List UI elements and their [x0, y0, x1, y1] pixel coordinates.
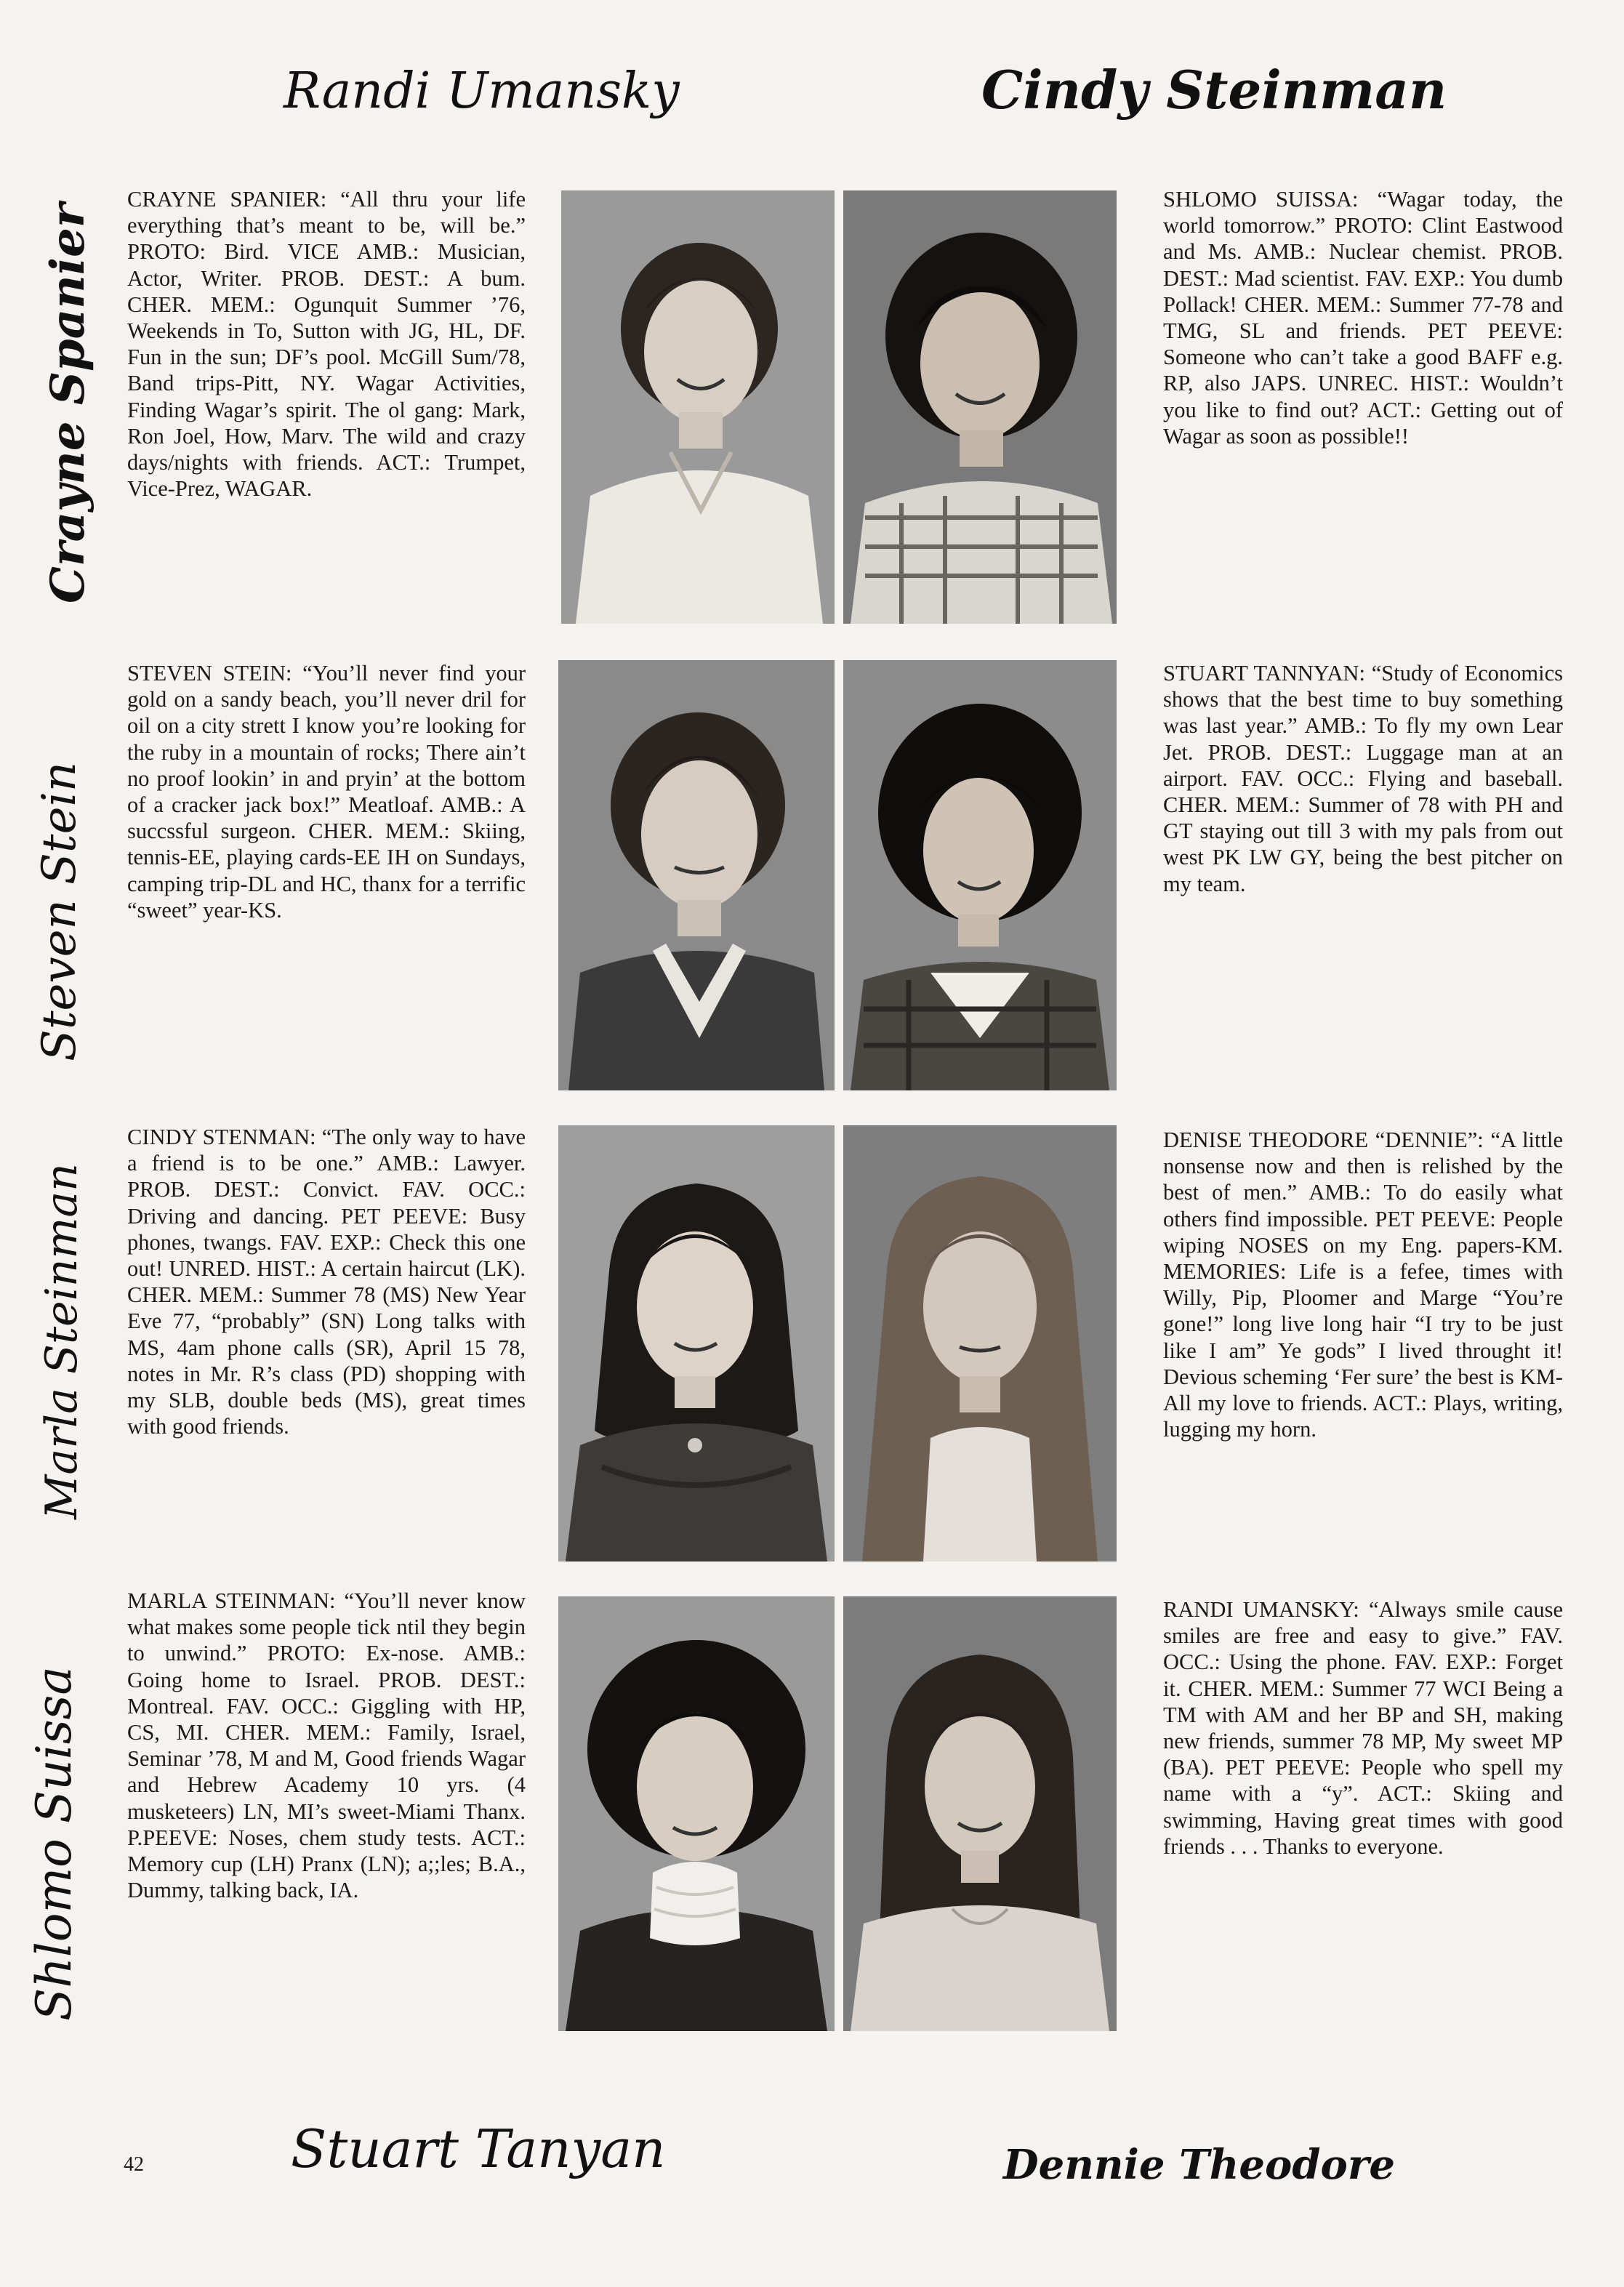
- bio-denise-theodore: DENISE THEODORE “DENNIE”: “A little nonsense now and then is relished by the best of men.” AMB.: To do easily what others find impossible. PET PEEVE: People wiping NOSES on my Eng. papers-KM. MEMORIES: Life is a fefee, times with Willy, Pip, Ploomer and Marge “You’re gone!” long live long hair “I try to be just like I am” Ye gods” I lived throught it! Devious scheming ‘Fer sure’ the best is KM-All my love to friends. ACT.: Plays, writing, lugging my horn.: [1163, 1128, 1563, 1442]
- portrait-photo-steven-stein: [558, 660, 835, 1090]
- signature-dennie-theodore: Dennie Theodore: [1003, 2141, 1396, 2189]
- portrait-photo-randi-umansky: [843, 1596, 1117, 2031]
- portrait-illustration: [558, 1596, 835, 2031]
- portrait-illustration: [843, 1596, 1117, 2031]
- signature-stuart-tanyan: Stuart Tanyan: [291, 2118, 666, 2179]
- portrait-photo-cindy-stenman: [558, 1125, 835, 1561]
- portrait-illustration: [558, 1125, 835, 1561]
- bio-marla-steinman: MARLA STEINMAN: “You’ll never know what makes some people tick ntil they begin to unwind.” PROTO: Ex-nose. AMB.: Going home to Israel. PROB. DEST.: Montreal. FAV. OCC.: Giggling with HP, CS, MI. CHER. MEM.: Family, Israel, Seminar ’78, M and M, Good friends Wagar and Hebrew Academy 10 yrs. (4 musketeers) LN, MI’s sweet-Miami Thanx. P.PEEVE: Noses, chem study tests. ACT.: Memory cup (LH) Pranx (LN); a;;les; B.A., Dummy, talking back, IA.: [127, 1588, 526, 1903]
- signature-cindy-steinman: Cindy Steinman: [981, 59, 1447, 121]
- portrait-photo-marla-steinman: [558, 1596, 835, 2031]
- signature-randi-umansky: Randi Umansky: [284, 63, 680, 120]
- portrait-illustration: [561, 190, 835, 624]
- signature-steven-stein: Steven Stein: [33, 761, 87, 1061]
- portrait-photo-stuart-tannyan: [843, 660, 1117, 1090]
- bio-shlomo-suissa: SHLOMO SUISSA: “Wagar today, the world tomorrow.” PROTO: Clint Eastwood and Ms. AMB.: Nuclear chemist. PROB. DEST.: Mad scientist. FAV. EXP.: You dumb Pollack! CHER. MEM.: Summer 77-78 and TMG, SL and friends. PET PEEVE: Someone who can’t take a good BAFF e.g. RP, also JAPS. UNREC. HIST.: Wouldn’t you like to find out? ACT.: Getting out of Wagar as soon as possible!!: [1163, 187, 1563, 449]
- portrait-illustration: [558, 660, 835, 1090]
- bio-steven-stein: STEVEN STEIN: “You’ll never find your gold on a sandy beach, you’ll never dril for oil on a city strett I know you’re looking for the ruby in a mountain of rocks; There ain’t no proof lookin’ in and pryin’ at the bottom of a cracker jack box!” Meatloaf. AMB.: A succssful surgeon. CHER. MEM.: Skiing, tennis-EE, playing cards-EE IH on Sundays, camping trip-DL and HC, thanx for a terrific “sweet” year-KS.: [127, 661, 526, 923]
- bio-crayne-spanier: CRAYNE SPANIER: “All thru your life everything that’s meant to be, will be.” PROTO: Bird. VICE AMB.: Musician, Actor, Writer. PROB. DEST.: A bum. CHER. MEM.: Ogunquit Summer ’76, Weekends in To, Sutton with JG, HL, DF. Fun in the sun; DF’s pool. McGill Sum/78, Band trips-Pitt, NY. Wagar Activities, Finding Wagar’s spirit. The ol gang: Mark, Ron Joel, How, Marv. The wild and crazy days/nights with friends. ACT.: Trumpet, Vice-Prez, WAGAR.: [127, 187, 526, 502]
- page-number: 42: [124, 2153, 144, 2176]
- portrait-illustration: [843, 190, 1117, 624]
- portrait-photo-denise-theodore: [843, 1125, 1117, 1561]
- bio-cindy-stenman: CINDY STENMAN: “The only way to have a friend is to be one.” AMB.: Lawyer. PROB. DEST.: Convict. FAV. OCC.: Driving and dancing. PET PEEVE: Busy phones, twangs. FAV. EXP.: Check this one out! UNRED. HIST.: A certain haircut (LK). CHER. MEM.: Summer 78 (MS) New Year Eve 77, “probably” (SN) Long talks with MS, 4am phone calls (SR), April 15 78, notes in Mr. R’s class (PD) shopping with my SLB, double beds (MS), great times with good friends.: [127, 1125, 526, 1439]
- bio-randi-umansky: RANDI UMANSKY: “Always smile cause smiles are free and easy to give.” FAV. OCC.: Using the phone. FAV. EXP.: Forget it. CHER. MEM.: Summer 77 WCI Being a TM with AM and her BP and SH, making new friends, summer 78 MP, My sweet MP (BA). PET PEEVE: People who spell my name with a “y”. ACT.: Skiing and swimming, Having great times with good friends . . . Thanks to everyone.: [1163, 1597, 1563, 1859]
- portrait-illustration: [843, 660, 1117, 1090]
- portrait-photo-crayne-spanier: [561, 190, 835, 624]
- portrait-photo-shlomo-suissa: [843, 190, 1117, 624]
- signature-shlomo-suissa: Shlomo Suissa: [26, 1666, 82, 2021]
- signature-crayne-spanier: Crayne Spanier: [41, 203, 95, 603]
- signature-marla-steinman: Marla Steinman: [36, 1163, 87, 1519]
- portrait-illustration: [843, 1125, 1117, 1561]
- bio-stuart-tannyan: STUART TANNYAN: “Study of Economics shows that the best time to buy something was last year.” AMB.: To fly my own Lear Jet. PROB. DEST.: Luggage man at an airport. FAV. OCC.: Flying and baseball. CHER. MEM.: Summer of 78 with PH and GT staying out till 3 with my pals from out west PK LW GY, being the best pitcher on my team.: [1163, 661, 1563, 896]
